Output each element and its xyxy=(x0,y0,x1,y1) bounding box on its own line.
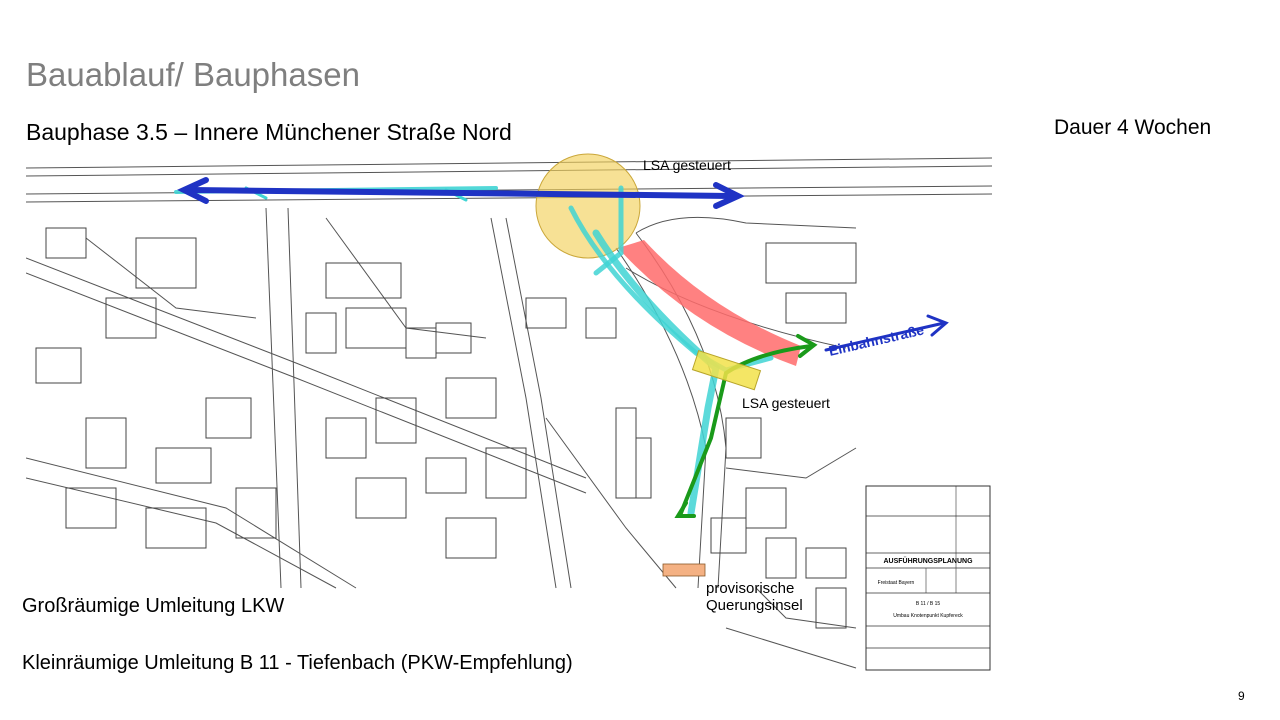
legend-small-detour: Kleinräumige Umleitung B 11 - Tiefenbach (PKW-Empfehlung) xyxy=(22,652,573,674)
plan-title-block xyxy=(866,486,990,670)
titleblock-project: Umbau Knotenpunkt Kupfereck xyxy=(893,613,963,619)
duration-label: Dauer 4 Wochen xyxy=(1054,116,1212,139)
titleblock-road: B 11 / B 15 xyxy=(915,601,941,607)
titleblock-heading: AUSFÜHRUNGSPLANUNG xyxy=(883,558,973,565)
one-way-street-label: Einbahnstraße xyxy=(827,321,926,359)
page-number: 9 xyxy=(1238,689,1245,703)
crossing-island-marker xyxy=(663,564,705,576)
titleblock-state: Freistaat Bayern xyxy=(877,580,915,586)
legend-large-detour: Großräumige Umleitung LKW xyxy=(22,595,285,617)
signal-controlled-zone-top xyxy=(536,154,640,258)
lsa-label-bottom: LSA gesteuert xyxy=(742,395,830,411)
slide-subtitle: Bauphase 3.5 – Innere Münchener Straße Nord xyxy=(26,119,512,145)
crossing-island-label-line2: Querungsinsel xyxy=(706,597,803,614)
lsa-label-top: LSA gesteuert xyxy=(643,157,731,173)
slide-title: Bauablauf/ Bauphasen xyxy=(26,56,360,93)
crossing-island-label-line1: provisorische xyxy=(706,580,795,597)
